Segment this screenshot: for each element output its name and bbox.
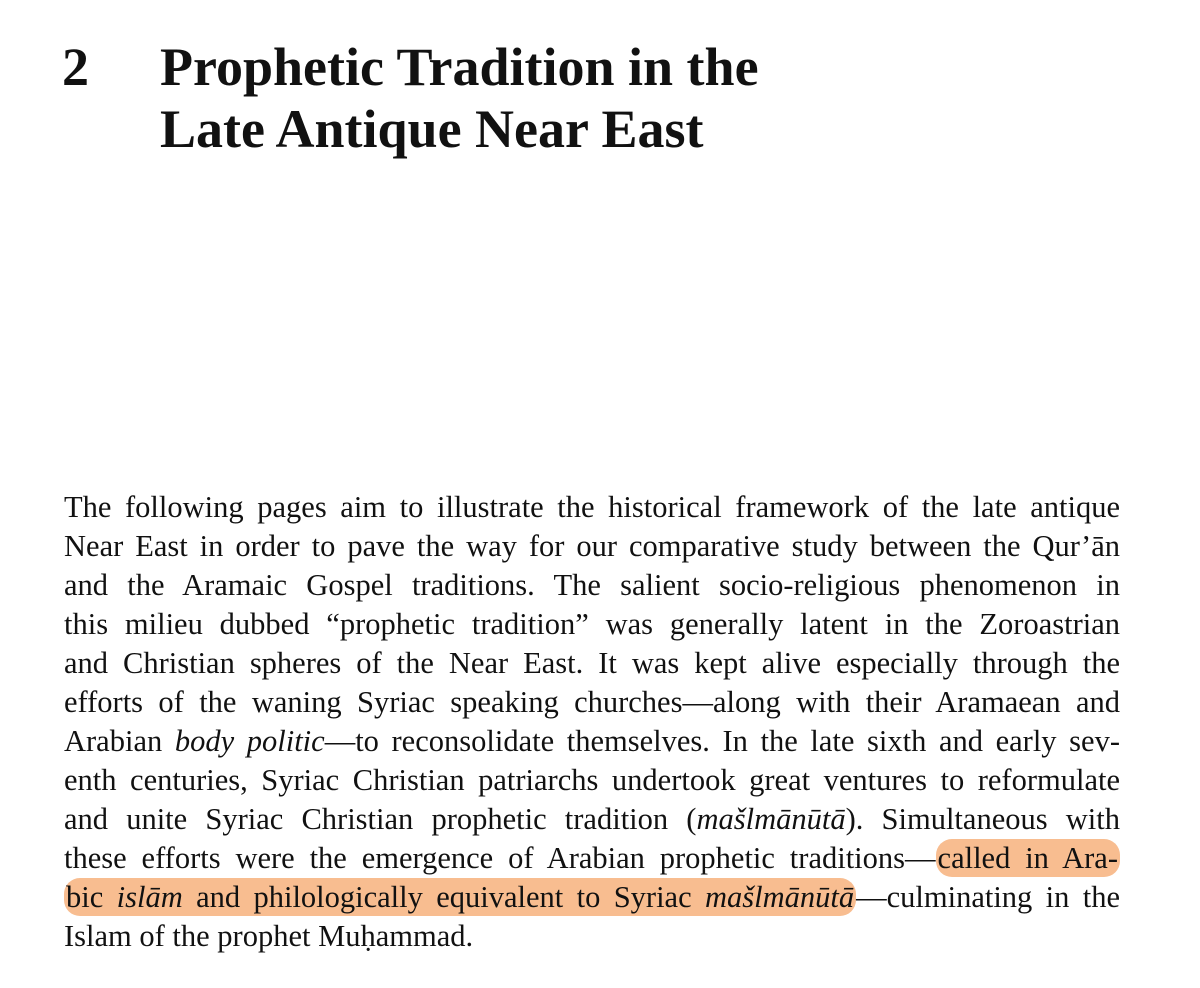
text-segment: Arabian	[64, 724, 175, 758]
italic-term: mašlmānūtā	[696, 802, 846, 836]
text-segment: these efforts were the emergence of Arabian prophetic traditions—	[64, 841, 936, 875]
chapter-title-line-2: Late Antique Near East	[160, 99, 704, 159]
paragraph-line: and the Aramaic Gospel traditions. The salient socio-religious phenomenon in	[64, 568, 1120, 602]
italic-term: islām	[116, 880, 183, 914]
highlighted-text[interactable]: called in Ara-	[937, 841, 1118, 875]
chapter-title-line-1: Prophetic Tradition in the	[160, 37, 759, 97]
paragraph-line: and Christian spheres of the Near East. It was kept alive especially through the	[64, 646, 1120, 680]
chapter-heading	[62, 36, 759, 160]
chapter-number: 2	[62, 37, 89, 97]
paragraph-line: efforts of the waning Syriac speaking churches—along with their Aramaean and	[64, 685, 1120, 719]
paragraph-line	[64, 839, 1120, 878]
italic-term: body politic	[174, 724, 325, 758]
paragraph-line	[64, 722, 1120, 761]
text-segment: —to reconsolidate themselves. In the late sixth and early sev-	[324, 724, 1120, 758]
text-segment: and unite Syriac Christian prophetic tradition (	[64, 802, 697, 836]
paragraph-line: this milieu dubbed “prophetic tradition” was generally latent in the Zoroastrian	[64, 607, 1120, 641]
paragraph-line: enth centuries, Syriac Christian patriarchs undertook great ventures to reformulate	[64, 763, 1120, 797]
paragraph-line	[64, 878, 1120, 917]
text-segment: —culminating in the	[856, 880, 1120, 914]
text-segment: ). Simultaneous with	[845, 802, 1120, 836]
paragraph-line: Islam of the prophet Muḥammad.	[64, 919, 474, 953]
text-segment: bic	[66, 880, 117, 914]
italic-term: mašlmānūtā	[704, 880, 855, 914]
highlighted-text[interactable]	[64, 878, 856, 916]
text-segment: and philologically equivalent to Syriac	[182, 880, 705, 914]
body-paragraph	[64, 488, 1120, 956]
paragraph-line: Near East in order to pave the way for our comparative study between the Qur’ān	[64, 529, 1120, 563]
paragraph-line	[64, 800, 1120, 839]
paragraph-line: The following pages aim to illustrate the historical framework of the late antique	[64, 490, 1120, 524]
chapter-title	[160, 36, 759, 160]
